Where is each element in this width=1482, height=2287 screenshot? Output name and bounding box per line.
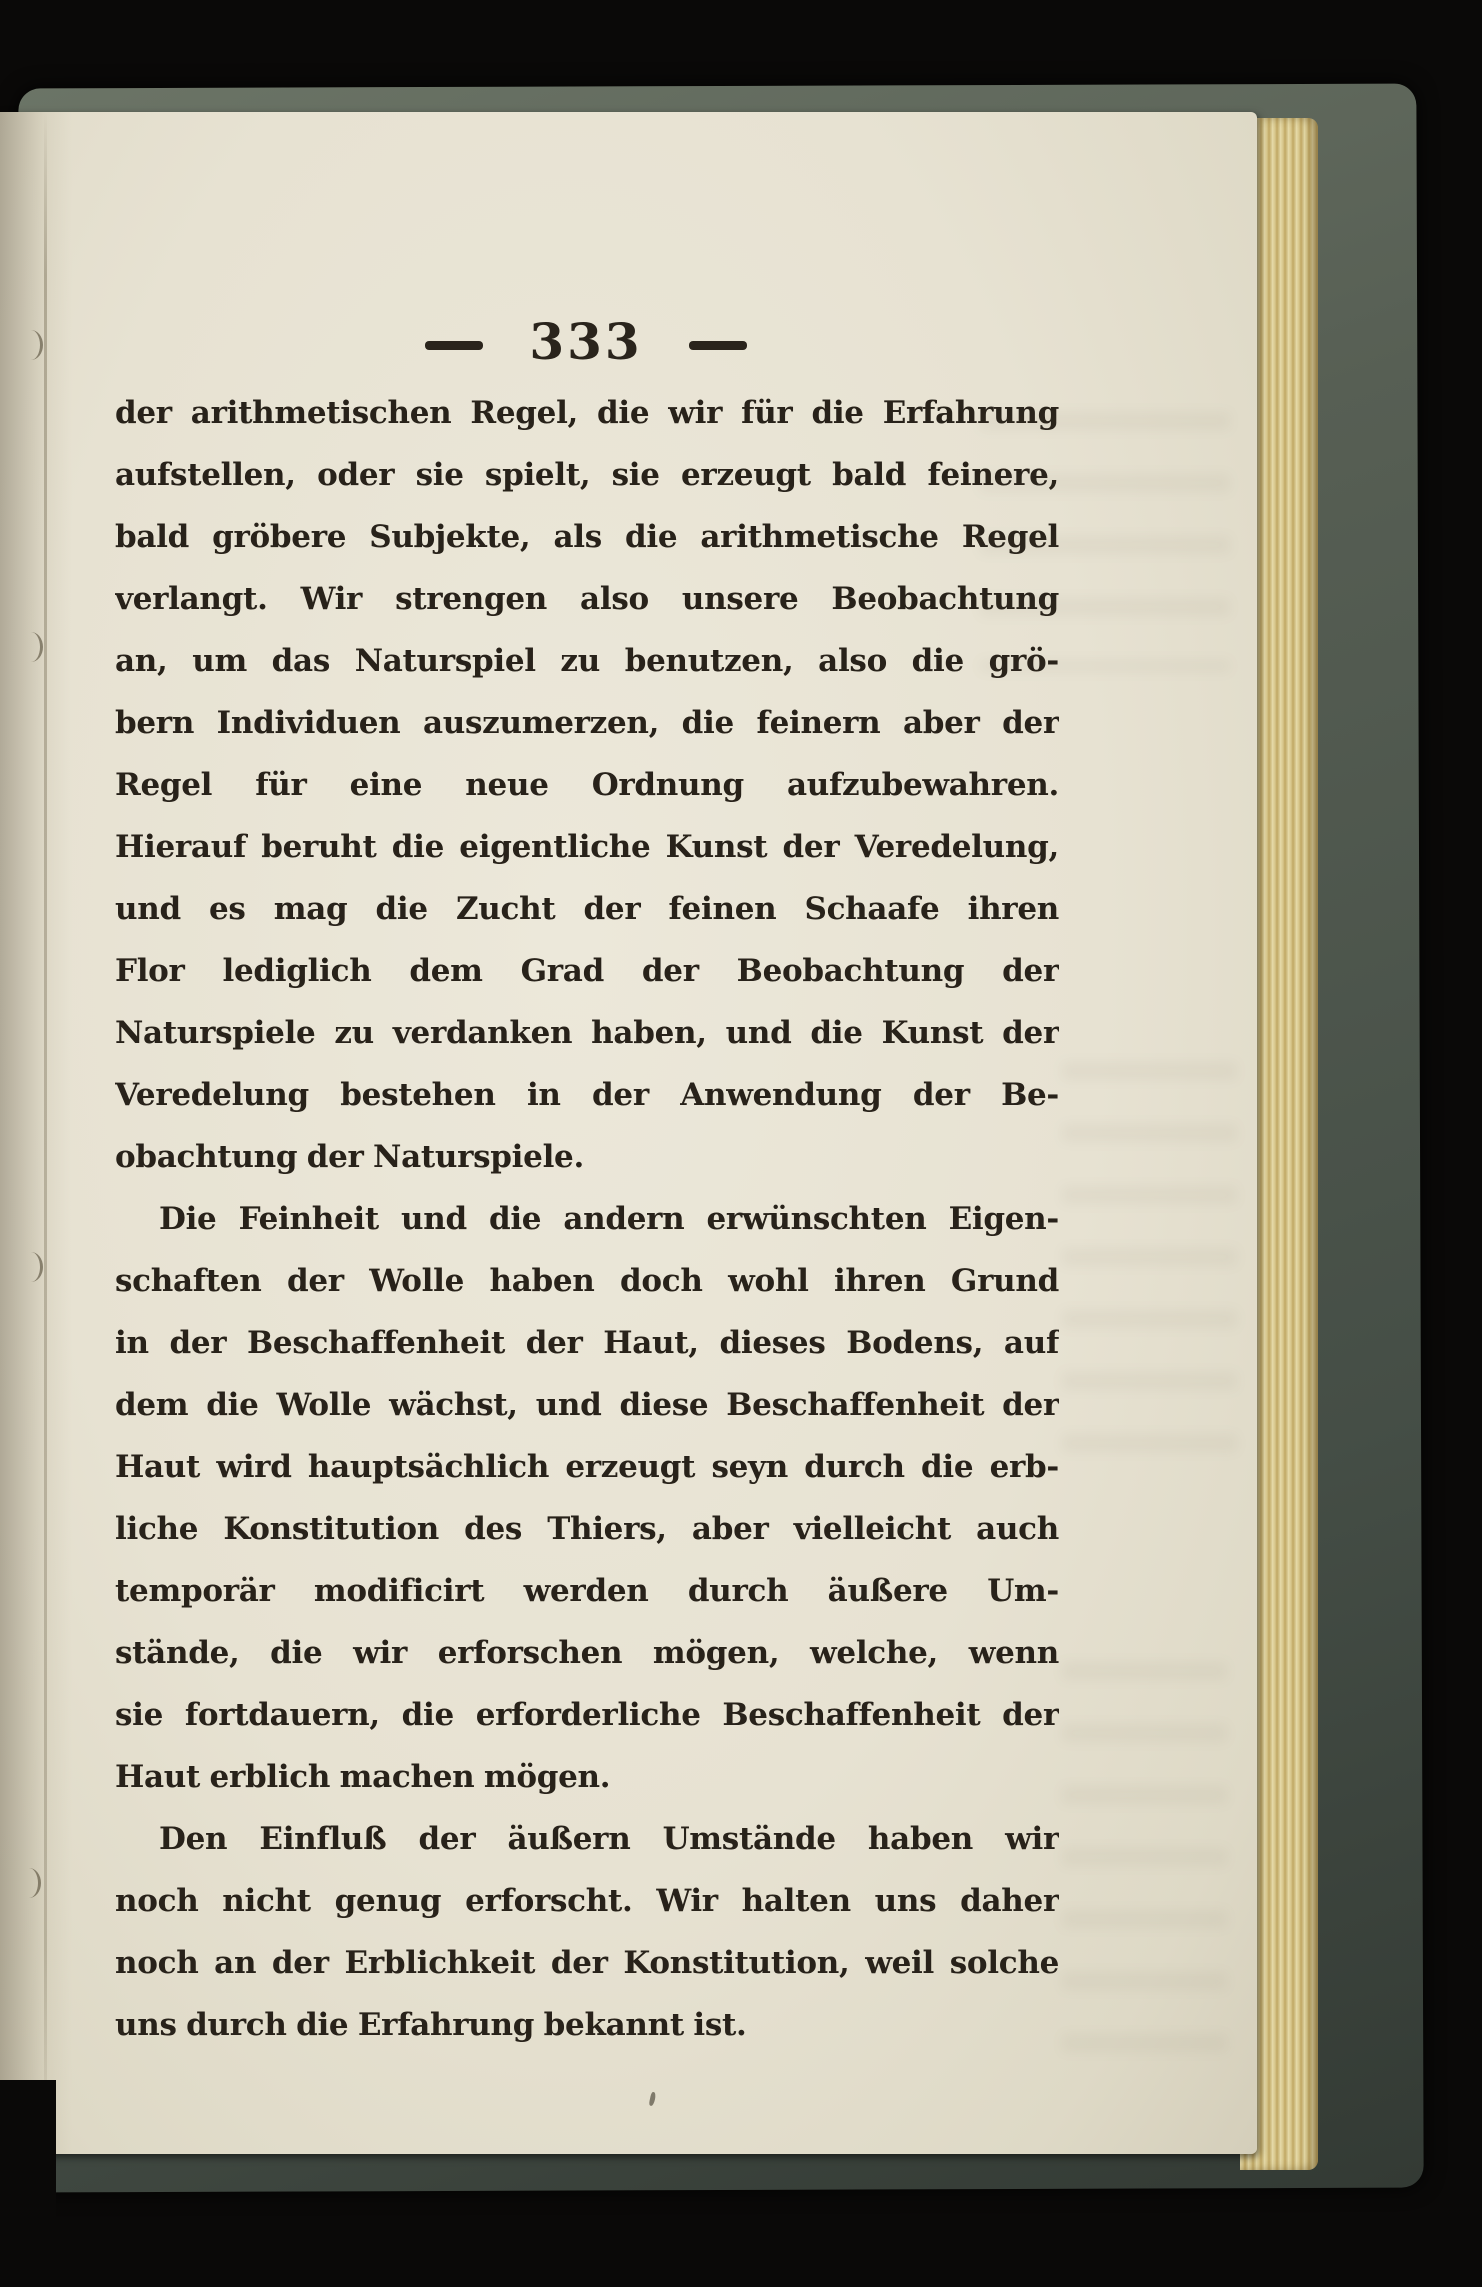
text-line: Die Feinheit und die andern erwünschten Eigen- — [159, 1201, 1059, 1237]
text-line: aufstellen, oder sie spielt, sie erzeugt bald feinere, — [115, 457, 1059, 493]
paragraph — [115, 1188, 1059, 1808]
text-line: und es mag die Zucht der feinen Schaafe ihren — [115, 891, 1059, 927]
text-line: sie fortdauern, die erforderliche Beschaffenheit der — [115, 1697, 1059, 1733]
text-line: der arithmetischen Regel, die wir für die Erfahrung — [115, 395, 1059, 431]
paragraph — [115, 382, 1059, 1188]
header-dash-right — [689, 341, 747, 350]
text-line: uns durch die Erfahrung bekannt ist. — [115, 2007, 747, 2043]
text-line: Naturspiele zu verdanken haben, und die Kunst der — [115, 1015, 1059, 1051]
text-line: an, um das Naturspiel zu benutzen, also die grö- — [115, 643, 1059, 679]
text-line: dem die Wolle wächst, und diese Beschaffenheit der — [115, 1387, 1059, 1423]
text-line: liche Konstitution des Thiers, aber vielleicht auch — [115, 1511, 1059, 1547]
text-line: Haut erblich machen mögen. — [115, 1759, 611, 1795]
text-line: obachtung der Naturspiele. — [115, 1139, 584, 1175]
book-page — [0, 112, 1257, 2154]
text-line: bern Individuen auszumerzen, die feinern aber der — [115, 705, 1059, 741]
text-line: verlangt. Wir strengen also unsere Beobachtung — [115, 581, 1059, 617]
text-line: Flor lediglich dem Grad der Beobachtung der — [115, 953, 1059, 989]
text-line: Veredelung bestehen in der Anwendung der Be- — [115, 1077, 1059, 1113]
text-line: noch an der Erblichkeit der Konstitution, weil solche — [115, 1945, 1059, 1981]
corner-shadow — [0, 2080, 56, 2287]
text-line: in der Beschaffenheit der Haut, dieses Bodens, auf — [115, 1325, 1059, 1361]
ink-bleed-through — [1062, 1662, 1227, 2092]
paragraph — [115, 1808, 1059, 2056]
text-line: Hierauf beruht die eigentliche Kunst der Veredelung, — [115, 829, 1059, 865]
text-line: Den Einfluß der äußern Umstände haben wir — [159, 1821, 1059, 1857]
text-line: noch nicht genug erforscht. Wir halten uns daher — [115, 1883, 1059, 1919]
ink-bleed-through — [1062, 1062, 1237, 1482]
text-line: temporär modificirt werden durch äußere Um- — [115, 1573, 1059, 1609]
body-text — [115, 382, 1059, 2056]
text-line: schaften der Wolle haben doch wohl ihren Grund — [115, 1263, 1059, 1299]
header-dash-left — [425, 341, 483, 350]
running-head — [0, 310, 1172, 374]
page-number: 333 — [529, 312, 643, 371]
gutter-crease-line — [44, 112, 47, 2154]
ink-speck — [649, 2092, 657, 2107]
gutter-shadow — [0, 112, 72, 2154]
text-line: bald gröbere Subjekte, als die arithmetische Regel — [115, 519, 1059, 555]
text-line: Haut wird hauptsächlich erzeugt seyn durch die erb- — [115, 1449, 1059, 1485]
text-line: stände, die wir erforschen mögen, welche, wenn — [115, 1635, 1059, 1671]
text-line: Regel für eine neue Ordnung aufzubewahren. — [115, 767, 1059, 803]
